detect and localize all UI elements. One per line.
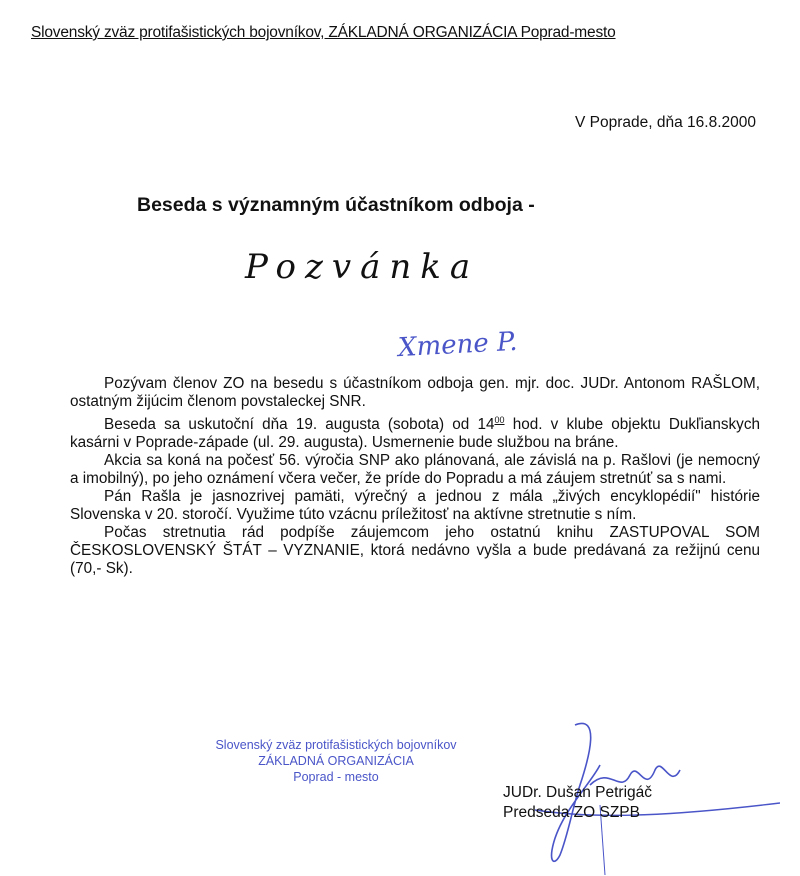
date-line: V Poprade, dňa 16.8.2000 <box>575 114 756 131</box>
schedule-text-end: hod. v klube objektu Dukľianskych kasárni v Poprade-západe (ul. 29. augusta). Usmernenie bude službou na bráne. <box>70 416 760 452</box>
event-subtitle: Beseda s významným účastníkom odboja - <box>137 194 535 216</box>
letter-body <box>70 375 760 578</box>
schedule-text-start: Beseda sa uskutoční dňa 19. augusta (sobota) od 14 <box>104 416 495 434</box>
paragraph-speaker: Pán Rašla je jasnozrivej pamäti, výrečný a jednou z mála „živých encyklopédií" histórie Slovenska v 20. storočí. Využime túto vzácnu príležitosť na aktívne stretnutie s ním. <box>70 488 760 524</box>
stamp-line-3: Poprad - mesto <box>293 770 379 784</box>
stamp-line-2: ZÁKLADNÁ ORGANIZÁCIA <box>258 754 414 768</box>
organization-header: Slovenský zväz protifašistických bojovníkov, ZÁKLADNÁ ORGANIZÁCIA Poprad-mesto <box>31 24 616 41</box>
signatory-name: JUDr. Dušan Petrigáč <box>503 784 653 801</box>
signatory-role: Predseda ZO SZPB <box>503 804 640 821</box>
invitation-title: Pozvánka <box>245 247 480 287</box>
paragraph-schedule <box>70 411 760 452</box>
organization-stamp <box>196 737 476 785</box>
signatory-block <box>503 783 652 823</box>
time-minutes: 00 <box>494 415 505 425</box>
stamp-line-1: Slovenský zväz protifašistických bojovníkov <box>215 738 457 752</box>
paragraph-book: Počas stretnutia rád podpíše záujemcom jeho ostatnú knihu ZASTUPOVAL SOM ČESKOSLOVENSKÝ ŠTÁT – VYZNANIE, ktorá nedávno vyšla a bude predávaná za režijnú cenu (70,- Sk). <box>70 524 760 578</box>
paragraph-occasion: Akcia sa koná na počesť 56. výročia SNP ako plánovaná, ale závislá na p. Rašlovi (je nemocný a imobilný), po jeho oznámení včera večer, že príde do Popradu a má záujem stretnúť sa s nami. <box>70 452 760 488</box>
handwritten-note: Xmene P. <box>397 326 519 364</box>
paragraph-invitation: Pozývam členov ZO na besedu s účastníkom odboja gen. mjr. doc. JUDr. Antonom RAŠLOM, ostatným žijúcim členom povstaleckej SNR. <box>70 375 760 410</box>
